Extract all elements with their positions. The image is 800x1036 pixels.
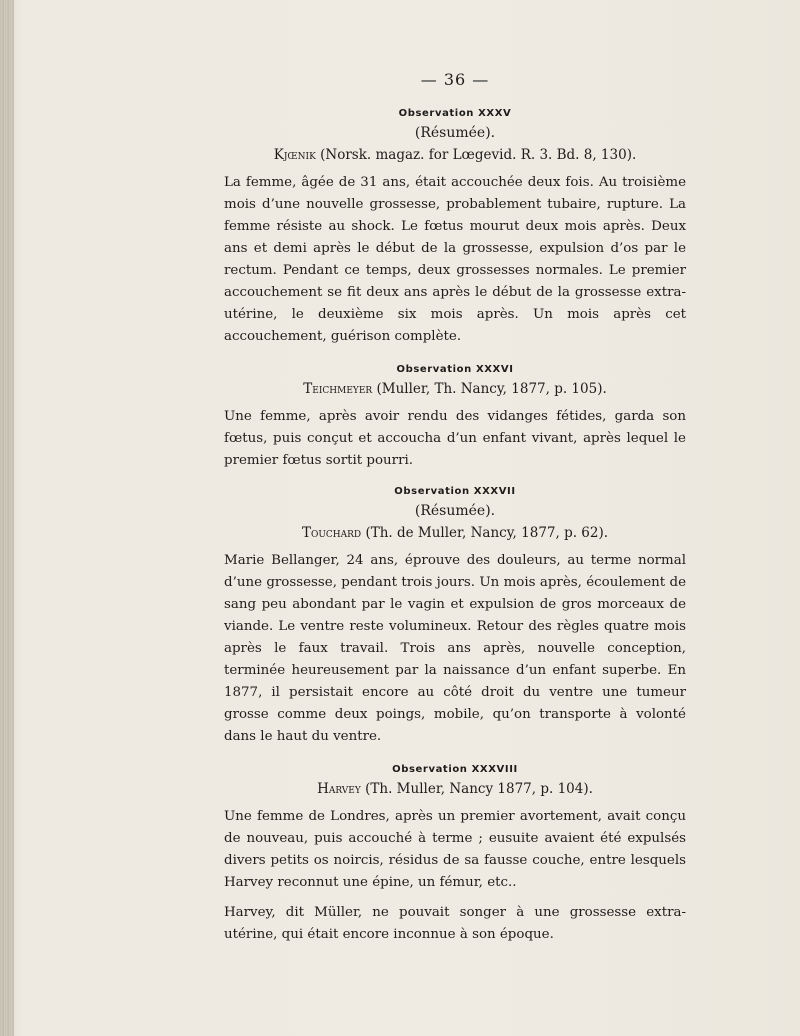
observation-37 bbox=[224, 484, 686, 748]
observation-heading: Observation XXXVII bbox=[394, 486, 516, 497]
observation-38 bbox=[224, 762, 686, 946]
observation-heading: Observation XXXVI bbox=[396, 364, 514, 375]
reference-author: Harvey bbox=[317, 781, 361, 797]
observation-35 bbox=[224, 106, 686, 348]
observation-reference bbox=[224, 778, 686, 800]
reference-source: (Norsk. magaz. for Lœgevid. R. 3. Bd. 8, 130). bbox=[320, 147, 637, 163]
observation-36 bbox=[224, 362, 686, 472]
observation-paragraph: Harvey, dit Müller, ne pouvait songer à une grossesse extra-utérine, qui était encore inconnue à son époque. bbox=[224, 905, 686, 942]
observation-paragraph: Une femme de Londres, après un premier avortement, avait conçu de nouveau, puis accouché à terme ; eusuite avaient été expulsés divers petits os noircis, résidus de sa fausse couche, entre lesquels Harvey reconnut une épine, un fémur, etc.. bbox=[224, 809, 686, 890]
observation-reference bbox=[224, 378, 686, 400]
reference-author: Touchard bbox=[301, 525, 362, 541]
observation-heading: Observation XXXVIII bbox=[392, 764, 518, 775]
observation-paragraph: La femme, âgée de 31 ans, était accouchée deux fois. Au troisième mois d’une nouvelle grossesse, probablement tubaire, rupture. La femme résiste au shock. Le fœtus mourut deux mois après. Deux ans et demi après le début de la grossesse, expulsion d’os par le rectum. Pendant ce temps, deux grossesses normales. Le premier accouchement se fit deux ans après le début de la grossesse extra-utérine, le deuxième six mois après. Un mois après cet accouchement, guérison complète. bbox=[224, 175, 686, 344]
page-content bbox=[224, 70, 686, 946]
reference-author: Kjœnik bbox=[273, 147, 316, 163]
observation-subtitle: (Résumée). bbox=[414, 125, 496, 141]
reference-author: Teichmeyer bbox=[303, 381, 373, 397]
reference-source: (Th. Muller, Nancy 1877, p. 104). bbox=[365, 781, 593, 797]
observation-reference bbox=[224, 144, 686, 166]
observation-subtitle: (Résumée). bbox=[414, 503, 496, 519]
observation-paragraph: Une femme, après avoir rendu des vidanges fétides, garda son fœtus, puis conçut et accoucha d’un enfant vivant, après lequel le premier fœtus sortit pourri. bbox=[224, 409, 686, 468]
reference-source: (Muller, Th. Nancy, 1877, p. 105). bbox=[376, 381, 607, 397]
page-number: — 36 — bbox=[420, 70, 490, 89]
observation-paragraph: Marie Bellanger, 24 ans, éprouve des douleurs, au terme normal d’une grossesse, pendant trois jours. Un mois après, écoulement de sang peu abondant par le vagin et expulsion de gros morceaux de viande. Le ventre reste volumineux. Retour des règles quatre mois après le faux travail. Trois ans après, nouvelle conception, terminée heureusement par la naissance d’un enfant superbe. En 1877, il persistait encore au côté droit du ventre une tumeur grosse comme deux poings, mobile, qu’on transporte à volonté dans le haut du ventre. bbox=[224, 553, 686, 744]
observation-heading: Observation XXXV bbox=[398, 108, 512, 119]
observation-reference bbox=[224, 522, 686, 544]
book-binding-edge bbox=[0, 0, 14, 1036]
reference-source: (Th. de Muller, Nancy, 1877, p. 62). bbox=[365, 525, 609, 541]
